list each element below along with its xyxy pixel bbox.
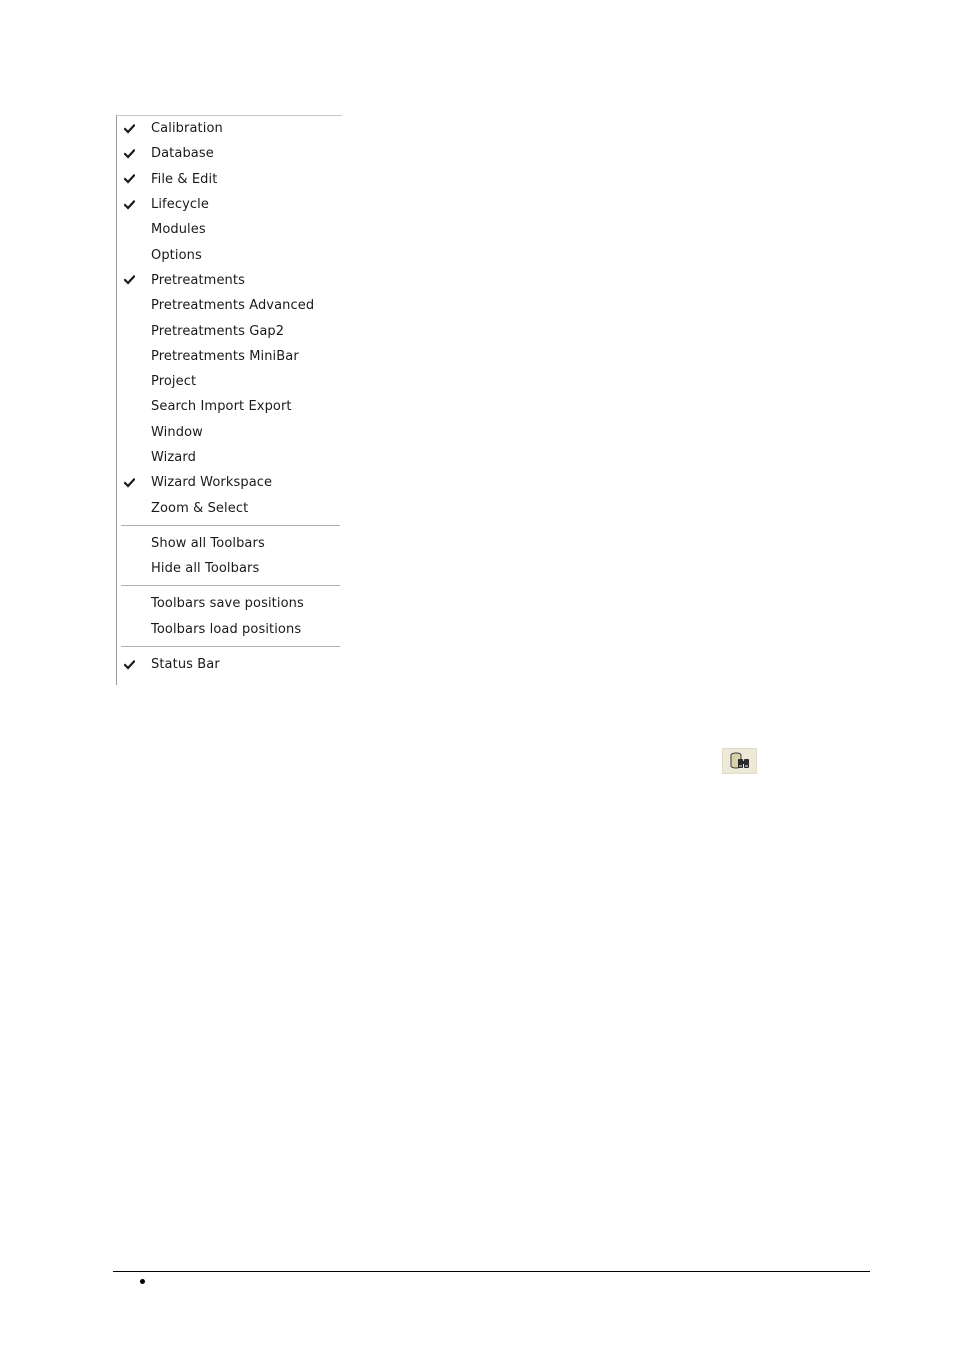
- menu-item-label: Show all Toolbars: [151, 535, 265, 551]
- menu-item-status-bar[interactable]: [117, 652, 342, 677]
- menu-item-label: Pretreatments Gap2: [151, 323, 285, 339]
- menu-item-pretreatments[interactable]: [117, 268, 342, 293]
- menu-item-database[interactable]: [117, 141, 342, 166]
- menu-item-wizard-workspace[interactable]: [117, 470, 342, 495]
- menu-item-label: Options: [151, 247, 202, 263]
- menu-item-label: File & Edit: [151, 171, 218, 187]
- menu-item-search-import-export[interactable]: [117, 394, 342, 419]
- menu-item-label: Modules: [151, 222, 206, 238]
- checkmark-icon: [123, 659, 135, 671]
- checkmark-icon: [123, 199, 135, 211]
- menu-item-hide-all-toolbars[interactable]: [117, 556, 342, 581]
- menu-item-zoom-and-select[interactable]: [117, 495, 342, 520]
- checkmark-icon: [123, 477, 135, 489]
- menu-item-label: Hide all Toolbars: [151, 561, 260, 577]
- menu-item-label: Database: [151, 146, 214, 162]
- checkmark-icon: [123, 173, 135, 185]
- footer-divider: [113, 1271, 870, 1272]
- menu-item-toolbars-load-positions[interactable]: [117, 617, 342, 642]
- menu-separator: [117, 521, 342, 531]
- menu-item-options[interactable]: [117, 242, 342, 267]
- menu-item-window[interactable]: [117, 420, 342, 445]
- menu-item-label: Search Import Export: [151, 399, 292, 415]
- menu-item-file-and-edit[interactable]: [117, 167, 342, 192]
- checkmark-icon: [123, 123, 135, 135]
- checkmark-icon: [123, 148, 135, 160]
- menu-item-label: Pretreatments Advanced: [151, 298, 315, 314]
- menu-item-label: Toolbars save positions: [151, 596, 304, 612]
- menu-item-label: Lifecycle: [151, 197, 209, 213]
- menu-item-label: Wizard: [151, 450, 196, 465]
- database-search-icon: [729, 751, 751, 771]
- menu-item-pretreatments-minibar[interactable]: [117, 344, 342, 369]
- bullet-point: [140, 1279, 145, 1284]
- menu-item-wizard[interactable]: [117, 445, 342, 470]
- menu-item-modules[interactable]: [117, 217, 342, 242]
- menu-item-label: Project: [151, 374, 197, 390]
- menu-item-project[interactable]: [117, 369, 342, 394]
- menu-item-label: Pretreatments MiniBar: [151, 348, 299, 364]
- menu-item-label: Toolbars load positions: [151, 621, 302, 637]
- menu-item-lifecycle[interactable]: [117, 192, 342, 217]
- menu-item-label: Calibration: [151, 121, 223, 137]
- menu-item-label: Pretreatments: [151, 272, 245, 288]
- toolbars-context-menu: [116, 115, 342, 685]
- menu-item-label: Wizard Workspace: [151, 475, 273, 491]
- menu-item-pretreatments-gap2[interactable]: [117, 318, 342, 343]
- menu-item-calibration[interactable]: [117, 116, 342, 141]
- menu-separator: [117, 581, 342, 591]
- menu-item-label: Window: [151, 424, 203, 440]
- menu-item-label: Zoom & Select: [151, 500, 249, 516]
- menu-item-show-all-toolbars[interactable]: [117, 531, 342, 556]
- checkmark-icon: [123, 274, 135, 286]
- menu-item-toolbars-save-positions[interactable]: [117, 591, 342, 616]
- menu-item-pretreatments-advanced[interactable]: [117, 293, 342, 318]
- menu-item-label: Status Bar: [151, 657, 220, 673]
- database-search-button[interactable]: [722, 748, 757, 774]
- menu-separator: [117, 642, 342, 652]
